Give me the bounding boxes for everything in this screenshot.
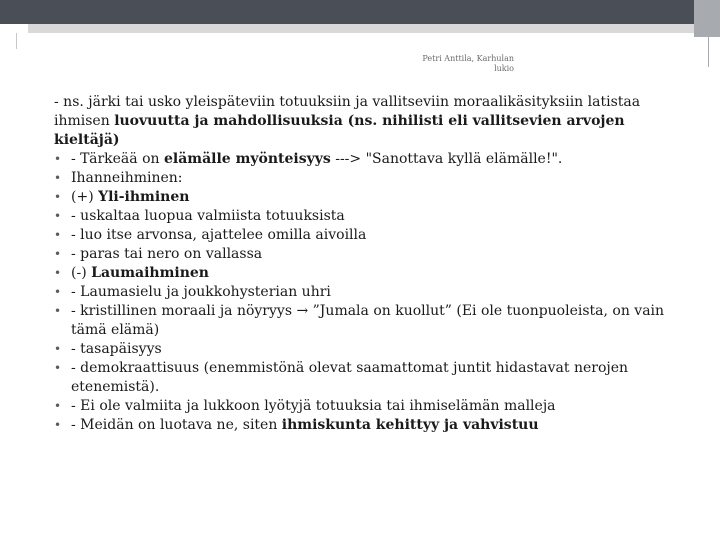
- item-bold-text: ihmiskunta kehittyy ja vahvistuu: [281, 417, 539, 433]
- bullet-icon: •: [54, 228, 62, 242]
- list-item: [54, 283, 684, 302]
- item-text-end: ---> "Sanottava kyllä elämälle!".: [330, 151, 563, 167]
- bullet-icon: •: [54, 152, 62, 166]
- author-line: Petri Anttila, Karhulan: [422, 54, 514, 63]
- corner-decoration-line: [708, 37, 709, 67]
- top-decoration-bar: [0, 0, 720, 24]
- intro-bold-text: luovuutta ja mahdollisuuksia (ns. nihilisti eli vallitsevien arvojen kieltäjä): [54, 113, 625, 148]
- school-line: lukio: [494, 64, 514, 73]
- list-item: [54, 264, 684, 283]
- item-text: - tasapäisyys: [71, 341, 162, 357]
- slide-body: [54, 93, 684, 435]
- bullet-icon: •: [54, 361, 62, 375]
- list-item: [54, 245, 684, 264]
- bullet-icon: •: [54, 285, 62, 299]
- item-text: (-): [71, 265, 92, 281]
- bullet-icon: •: [54, 190, 62, 204]
- bullet-icon: •: [54, 266, 62, 280]
- intro-paragraph: [54, 93, 684, 150]
- bullet-icon: •: [54, 399, 62, 413]
- item-bold-text: Laumaihminen: [91, 265, 209, 281]
- bullet-icon: •: [54, 304, 62, 318]
- corner-decoration: [694, 0, 720, 37]
- list-item: [54, 416, 684, 435]
- intro-text: - ns. järki tai usko yleispäteviin totuuksiin ja vallitseviin moraalikäsityksiin latistaa ihmisen: [54, 94, 641, 129]
- item-bold-text: Yli-ihminen: [98, 189, 190, 205]
- bullet-icon: •: [54, 171, 62, 185]
- list-item: [54, 397, 684, 416]
- bullet-icon: •: [54, 209, 62, 223]
- list-item: [54, 226, 684, 245]
- list-item: [54, 359, 684, 397]
- list-item: [54, 150, 684, 169]
- item-text-after-arrow: ”Jumala on kuollut” (Ei ole tuonpuoleista, on vain tämä elämä): [71, 303, 665, 338]
- item-text: - Ei ole valmiita ja lukkoon lyötyjä totuuksia tai ihmiselämän malleja: [71, 398, 556, 414]
- bullet-icon: •: [54, 247, 62, 261]
- item-text: - demokraattisuus (enemmistönä olevat saamattomat juntit hidastavat nerojen etenemistä).: [71, 360, 629, 395]
- item-text: - Tärkeää on: [71, 151, 164, 167]
- item-text: - Laumasielu ja joukkohysterian uhri: [71, 284, 331, 300]
- author-header: [400, 54, 514, 74]
- bullet-icon: •: [54, 342, 62, 356]
- item-text: - luo itse arvonsa, ajattelee omilla aivoilla: [71, 227, 367, 243]
- bullet-list: [54, 150, 684, 435]
- item-bold-text: elämälle myönteisyys: [163, 151, 331, 167]
- left-decoration-line: [16, 33, 17, 49]
- item-text: (+): [71, 189, 99, 205]
- item-text: Ihanneihminen:: [71, 170, 183, 186]
- bullet-icon: •: [54, 418, 62, 432]
- list-item: [54, 169, 684, 188]
- item-text: - Meidän on luotava ne, siten: [71, 417, 282, 433]
- list-item: [54, 302, 684, 340]
- item-text: - uskaltaa luopua valmiista totuuksista: [71, 208, 345, 224]
- item-text: - kristillinen moraali ja nöyryys: [71, 303, 297, 319]
- list-item: [54, 340, 684, 359]
- arrow-right-icon: →: [296, 303, 309, 319]
- list-item: [54, 188, 684, 207]
- item-text: - paras tai nero on vallassa: [71, 246, 263, 262]
- top-decoration-rule: [28, 24, 720, 33]
- list-item: [54, 207, 684, 226]
